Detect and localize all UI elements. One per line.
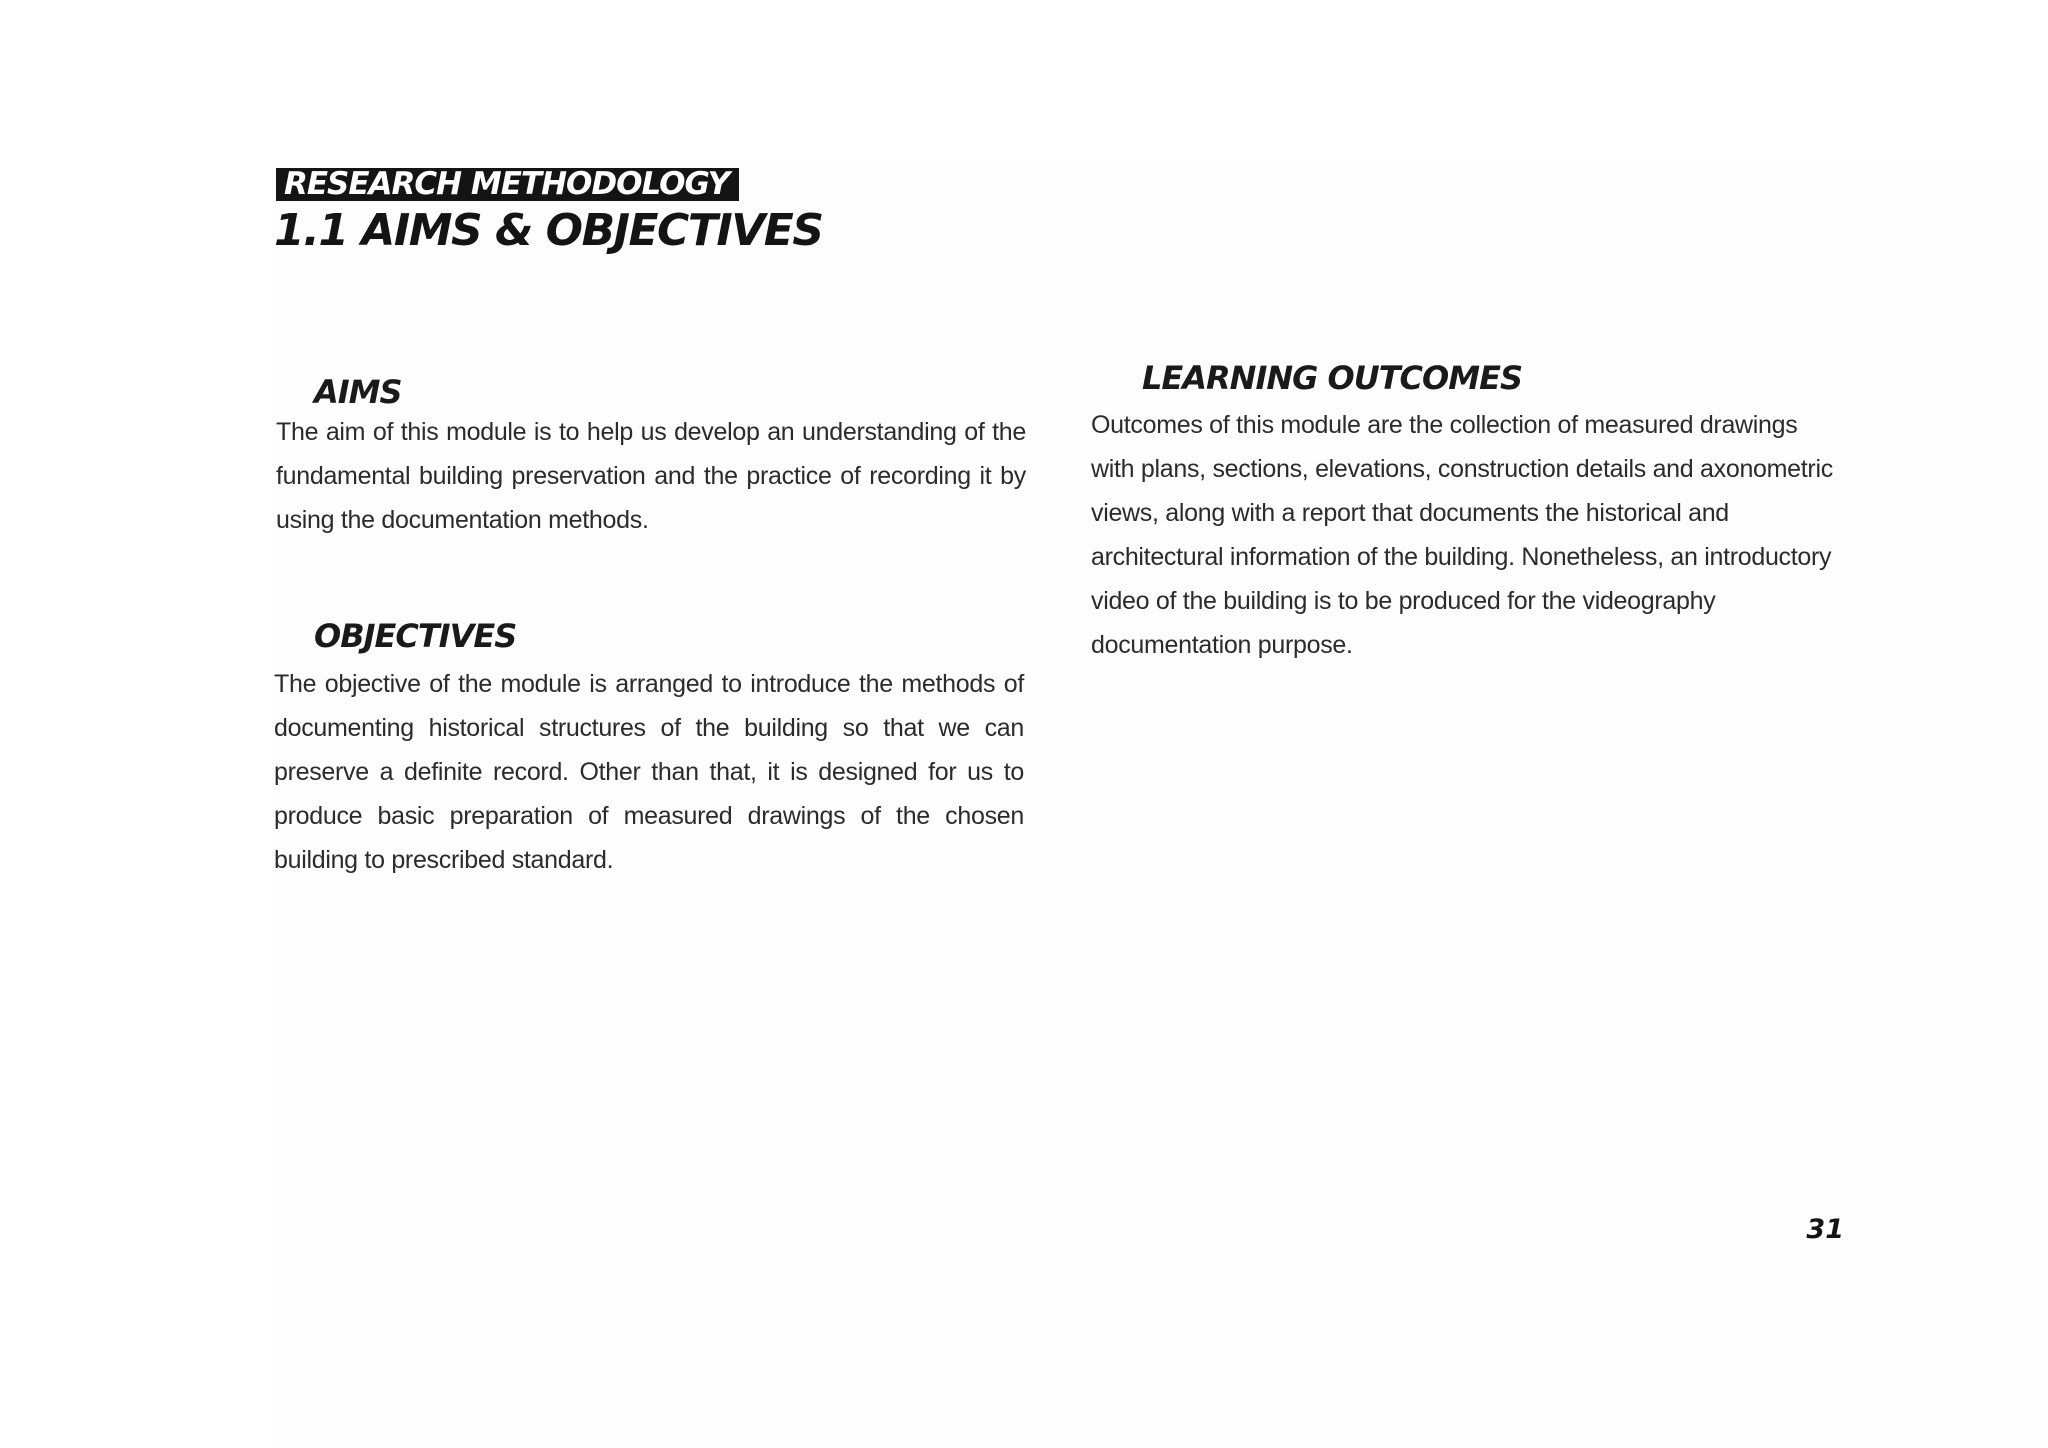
- aims-heading: AIMS: [314, 373, 402, 411]
- section-label: RESEARCH METHODOLOGY: [276, 168, 739, 201]
- objectives-text: The objective of the module is arranged to introduce the methods of documenting historical structures of the building so that we can preserve a definite record. Other than that, it is designed for us to produce basic preparation of measured drawings of the chosen building to prescribed standard.: [274, 670, 1024, 874]
- page-title: 1.1 AIMS & OBJECTIVES: [274, 205, 823, 256]
- learning-outcomes-text: Outcomes of this module are the collection of measured drawings with plans, sections, elevations, construction details and axonometric views, along with a report that documents the historical and architectural information of the building. Nonetheless, an introductory video of the building is to be produced for the videography documentation purpose.: [1091, 411, 1833, 659]
- aims-text: The aim of this module is to help us develop an understanding of the fundamental building preservation and the practice of recording it by using the documentation methods.: [276, 418, 1026, 534]
- objectives-heading: OBJECTIVES: [314, 617, 517, 655]
- page-number: 31: [1806, 1214, 1844, 1245]
- learning-outcomes-heading: LEARNING OUTCOMES: [1142, 359, 1522, 397]
